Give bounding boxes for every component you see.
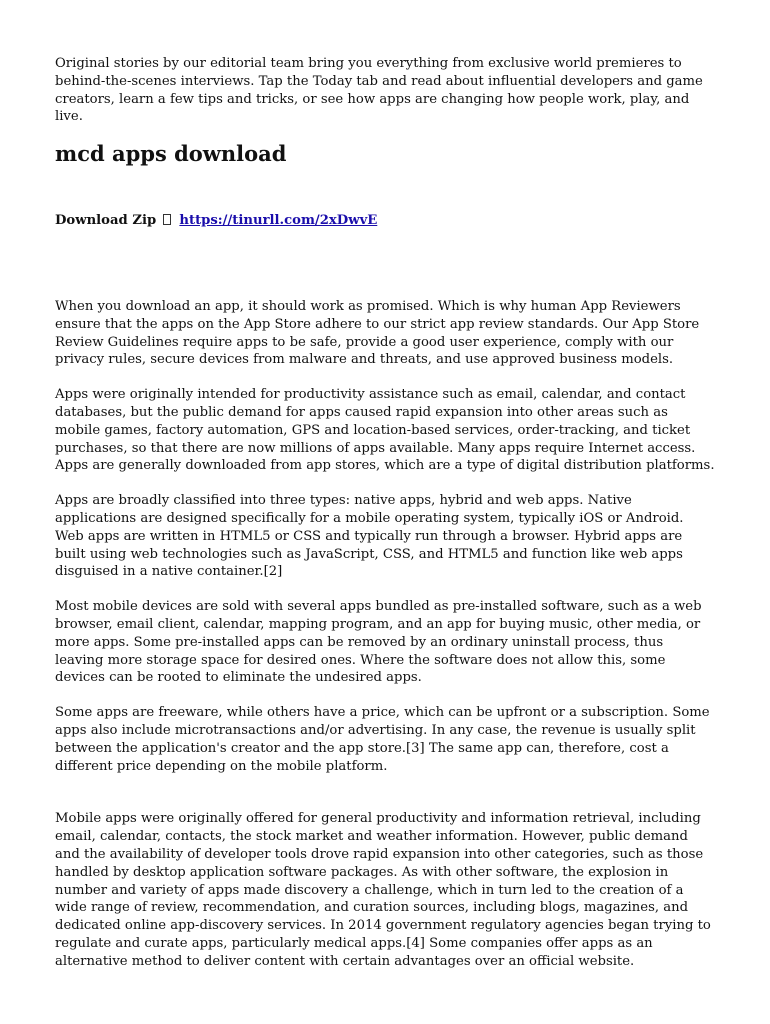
download-label: Download Zip bbox=[55, 213, 157, 229]
missing-glyph-icon bbox=[163, 214, 171, 225]
download-line bbox=[55, 212, 715, 230]
paragraph-app-types: Apps are broadly classified into three types: native apps, hybrid and web apps. Native applications are designed specifically for a mobile operating system, typically iOS or Android. Web apps are written in HTML5 or CSS and typically run through a browser. Hybrid apps are built using web technologies such as JavaScript, CSS, and HTML5 and function like web apps disguised in a native container.[2] bbox=[55, 493, 684, 580]
paragraph-pricing: Some apps are freeware, while others have a price, which can be upfront or a subscription. Some apps also include microtransactions and/or advertising. In any case, the revenue is usually split between the application's creator and the app store.[3] The same app can, therefore, cost a different price depending on the mobile platform. bbox=[55, 705, 710, 774]
paragraph-apps-origin: Apps were originally intended for productivity assistance such as email, calendar, and contact databases, but the public demand for apps caused rapid expansion into other areas such as mobile games, factory automation, GPS and location-based services, order-tracking, and ticket purchases, so that there are now millions of apps available. Many apps require Internet access. Apps are generally downloaded from app stores, which are a type of digital distribution platforms. bbox=[55, 387, 715, 474]
download-link[interactable]: https://tinurll.com/2xDwvE bbox=[179, 213, 378, 229]
document-page bbox=[55, 55, 715, 970]
page-title: mcd apps download bbox=[55, 141, 287, 167]
paragraph-mobile-apps-history: Mobile apps were originally offered for general productivity and information retrieval, including email, calendar, contacts, the stock market and weather information. However, public demand and the availability of developer tools drove rapid expansion into other categories, such as those handled by desktop application software packages. As with other software, the explosion in number and variety of apps made discovery a challenge, which in turn led to the creation of a wide range of review, recommendation, and curation sources, including blogs, magazines, and dedicated online app-discovery services. In 2014 government regulatory agencies began trying to regulate and curate apps, particularly medical apps.[4] Some companies offer apps as an alternative method to deliver content with certain advantages over an official website. bbox=[55, 811, 711, 969]
paragraph-preinstalled: Most mobile devices are sold with several apps bundled as pre-installed software, such as a web browser, email client, calendar, mapping program, and an app for buying music, other media, or more apps. Some pre-installed apps can be removed by an ordinary uninstall process, thus leaving more storage space for desired ones. Where the software does not allow this, some devices can be rooted to eliminate the undesired apps. bbox=[55, 599, 702, 686]
intro-paragraph: Original stories by our editorial team bring you everything from exclusive world premieres to behind-the-scenes interviews. Tap the Today tab and read about influential developers and game creators, learn a few tips and tricks, or see how apps are changing how people work, play, and live. bbox=[55, 56, 703, 125]
paragraph-app-review: When you download an app, it should work as promised. Which is why human App Reviewers ensure that the apps on the App Store adhere to our strict app review standards. Our App Store Review Guidelines require apps to be safe, provide a good user experience, comply with our privacy rules, secure devices from malware and threats, and use approved business models. bbox=[55, 298, 700, 368]
